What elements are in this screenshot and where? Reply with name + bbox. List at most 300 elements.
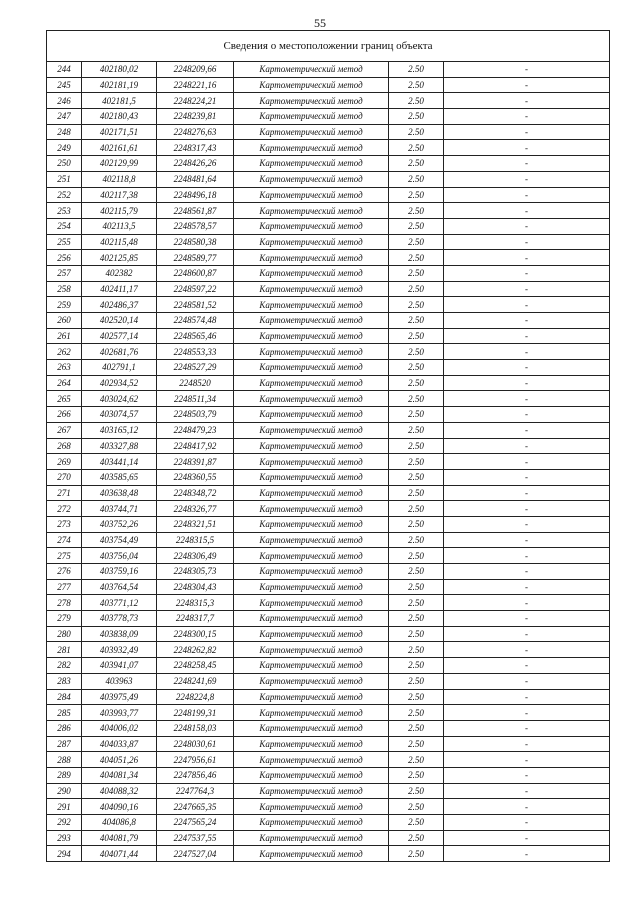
description-cell: -: [444, 689, 610, 705]
table-row: [47, 391, 610, 407]
x-coordinate-cell: 404081,34: [82, 767, 157, 783]
y-coordinate-cell: 2248589,77: [157, 250, 234, 266]
x-coordinate-cell: 402180,43: [82, 109, 157, 125]
table-row: [47, 375, 610, 391]
point-number-cell: 289: [47, 767, 82, 783]
description-cell: -: [444, 673, 610, 689]
point-number-cell: 285: [47, 705, 82, 721]
x-coordinate-cell: 402129,99: [82, 156, 157, 172]
x-coordinate-cell: 402577,14: [82, 328, 157, 344]
method-cell: Картометрический метод: [234, 344, 389, 360]
method-cell: Картометрический метод: [234, 328, 389, 344]
accuracy-cell: 2.50: [389, 344, 444, 360]
y-coordinate-cell: 2248276,63: [157, 124, 234, 140]
accuracy-cell: 2.50: [389, 77, 444, 93]
description-cell: -: [444, 611, 610, 627]
x-coordinate-cell: 404071,44: [82, 846, 157, 862]
point-number-cell: 253: [47, 203, 82, 219]
accuracy-cell: 2.50: [389, 846, 444, 862]
point-number-cell: 277: [47, 579, 82, 595]
table-row: [47, 422, 610, 438]
accuracy-cell: 2.50: [389, 422, 444, 438]
description-cell: -: [444, 391, 610, 407]
y-coordinate-cell: 2248360,55: [157, 469, 234, 485]
method-cell: Картометрический метод: [234, 658, 389, 674]
accuracy-cell: 2.50: [389, 375, 444, 391]
description-cell: -: [444, 156, 610, 172]
description-cell: -: [444, 124, 610, 140]
description-cell: -: [444, 516, 610, 532]
method-cell: Картометрический метод: [234, 375, 389, 391]
method-cell: Картометрический метод: [234, 799, 389, 815]
description-cell: -: [444, 250, 610, 266]
x-coordinate-cell: 402934,52: [82, 375, 157, 391]
point-number-cell: 251: [47, 171, 82, 187]
accuracy-cell: 2.50: [389, 391, 444, 407]
point-number-cell: 273: [47, 516, 82, 532]
y-coordinate-cell: 2248520: [157, 375, 234, 391]
description-cell: -: [444, 767, 610, 783]
method-cell: Картометрический метод: [234, 77, 389, 93]
point-number-cell: 244: [47, 62, 82, 78]
x-coordinate-cell: 403838,09: [82, 626, 157, 642]
table-row: [47, 218, 610, 234]
y-coordinate-cell: 2248578,57: [157, 218, 234, 234]
y-coordinate-cell: 2248574,48: [157, 313, 234, 329]
method-cell: Картометрический метод: [234, 313, 389, 329]
point-number-cell: 259: [47, 297, 82, 313]
y-coordinate-cell: 2248348,72: [157, 485, 234, 501]
table-row: [47, 799, 610, 815]
description-cell: -: [444, 93, 610, 109]
x-coordinate-cell: 402161,61: [82, 140, 157, 156]
x-coordinate-cell: 403771,12: [82, 595, 157, 611]
description-cell: -: [444, 815, 610, 831]
x-coordinate-cell: 403585,65: [82, 469, 157, 485]
method-cell: Картометрический метод: [234, 454, 389, 470]
method-cell: Картометрический метод: [234, 815, 389, 831]
table-title-row: [47, 31, 610, 62]
x-coordinate-cell: 404081,79: [82, 830, 157, 846]
accuracy-cell: 2.50: [389, 564, 444, 580]
y-coordinate-cell: 2248321,51: [157, 516, 234, 532]
table-row: [47, 752, 610, 768]
y-coordinate-cell: 2248199,31: [157, 705, 234, 721]
accuracy-cell: 2.50: [389, 250, 444, 266]
y-coordinate-cell: 2248503,79: [157, 407, 234, 423]
method-cell: Картометрический метод: [234, 156, 389, 172]
table-body: [47, 62, 610, 862]
page-number: 55: [314, 16, 326, 30]
x-coordinate-cell: 404006,02: [82, 720, 157, 736]
table-row: [47, 250, 610, 266]
point-number-cell: 258: [47, 281, 82, 297]
table-row: [47, 548, 610, 564]
accuracy-cell: 2.50: [389, 815, 444, 831]
point-number-cell: 274: [47, 532, 82, 548]
point-number-cell: 267: [47, 422, 82, 438]
description-cell: -: [444, 736, 610, 752]
x-coordinate-cell: 403754,49: [82, 532, 157, 548]
table-row: [47, 642, 610, 658]
y-coordinate-cell: 2248417,92: [157, 438, 234, 454]
point-number-cell: 282: [47, 658, 82, 674]
point-number-cell: 261: [47, 328, 82, 344]
point-number-cell: 293: [47, 830, 82, 846]
accuracy-cell: 2.50: [389, 62, 444, 78]
method-cell: Картометрический метод: [234, 391, 389, 407]
description-cell: -: [444, 171, 610, 187]
x-coordinate-cell: 402181,5: [82, 93, 157, 109]
table-row: [47, 673, 610, 689]
method-cell: Картометрический метод: [234, 281, 389, 297]
accuracy-cell: 2.50: [389, 626, 444, 642]
description-cell: -: [444, 454, 610, 470]
point-number-cell: 262: [47, 344, 82, 360]
x-coordinate-cell: 402681,76: [82, 344, 157, 360]
table-row: [47, 156, 610, 172]
y-coordinate-cell: 2248224,21: [157, 93, 234, 109]
accuracy-cell: 2.50: [389, 297, 444, 313]
point-number-cell: 272: [47, 501, 82, 517]
x-coordinate-cell: 402113,5: [82, 218, 157, 234]
accuracy-cell: 2.50: [389, 171, 444, 187]
description-cell: -: [444, 799, 610, 815]
description-cell: -: [444, 203, 610, 219]
table-row: [47, 485, 610, 501]
table-row: [47, 93, 610, 109]
method-cell: Картометрический метод: [234, 783, 389, 799]
x-coordinate-cell: 404033,87: [82, 736, 157, 752]
x-coordinate-cell: 403024,62: [82, 391, 157, 407]
table-row: [47, 265, 610, 281]
x-coordinate-cell: 402125,85: [82, 250, 157, 266]
method-cell: Картометрический метод: [234, 187, 389, 203]
y-coordinate-cell: 2248426,26: [157, 156, 234, 172]
point-number-cell: 294: [47, 846, 82, 862]
y-coordinate-cell: 2248326,77: [157, 501, 234, 517]
accuracy-cell: 2.50: [389, 438, 444, 454]
y-coordinate-cell: 2248258,45: [157, 658, 234, 674]
description-cell: -: [444, 281, 610, 297]
table-row: [47, 767, 610, 783]
point-number-cell: 246: [47, 93, 82, 109]
table-row: [47, 234, 610, 250]
x-coordinate-cell: 403744,71: [82, 501, 157, 517]
point-number-cell: 286: [47, 720, 82, 736]
accuracy-cell: 2.50: [389, 265, 444, 281]
method-cell: Картометрический метод: [234, 250, 389, 266]
point-number-cell: 283: [47, 673, 82, 689]
point-number-cell: 284: [47, 689, 82, 705]
x-coordinate-cell: 403941,07: [82, 658, 157, 674]
table-row: [47, 705, 610, 721]
description-cell: -: [444, 642, 610, 658]
method-cell: Картометрический метод: [234, 736, 389, 752]
x-coordinate-cell: 403778,73: [82, 611, 157, 627]
table-row: [47, 297, 610, 313]
table-row: [47, 830, 610, 846]
x-coordinate-cell: 403764,54: [82, 579, 157, 595]
table-row: [47, 846, 610, 862]
description-cell: -: [444, 375, 610, 391]
method-cell: Картометрический метод: [234, 109, 389, 125]
x-coordinate-cell: 402791,1: [82, 360, 157, 376]
method-cell: Картометрический метод: [234, 265, 389, 281]
table-row: [47, 328, 610, 344]
accuracy-cell: 2.50: [389, 783, 444, 799]
accuracy-cell: 2.50: [389, 705, 444, 721]
x-coordinate-cell: 402382: [82, 265, 157, 281]
method-cell: Картометрический метод: [234, 705, 389, 721]
description-cell: -: [444, 438, 610, 454]
table-row: [47, 501, 610, 517]
point-number-cell: 248: [47, 124, 82, 140]
description-cell: -: [444, 485, 610, 501]
table-row: [47, 313, 610, 329]
point-number-cell: 255: [47, 234, 82, 250]
point-number-cell: 265: [47, 391, 82, 407]
point-number-cell: 268: [47, 438, 82, 454]
point-number-cell: 292: [47, 815, 82, 831]
accuracy-cell: 2.50: [389, 281, 444, 297]
y-coordinate-cell: 2248305,73: [157, 564, 234, 580]
point-number-cell: 278: [47, 595, 82, 611]
description-cell: -: [444, 752, 610, 768]
accuracy-cell: 2.50: [389, 767, 444, 783]
method-cell: Картометрический метод: [234, 642, 389, 658]
table-row: [47, 815, 610, 831]
x-coordinate-cell: 404051,26: [82, 752, 157, 768]
x-coordinate-cell: 402118,8: [82, 171, 157, 187]
accuracy-cell: 2.50: [389, 469, 444, 485]
point-number-cell: 254: [47, 218, 82, 234]
method-cell: Картометрический метод: [234, 532, 389, 548]
y-coordinate-cell: 2248315,5: [157, 532, 234, 548]
point-number-cell: 252: [47, 187, 82, 203]
table-row: [47, 438, 610, 454]
description-cell: -: [444, 783, 610, 799]
point-number-cell: 288: [47, 752, 82, 768]
x-coordinate-cell: 402115,79: [82, 203, 157, 219]
description-cell: -: [444, 265, 610, 281]
y-coordinate-cell: 2248209,66: [157, 62, 234, 78]
description-cell: -: [444, 564, 610, 580]
description-cell: -: [444, 407, 610, 423]
accuracy-cell: 2.50: [389, 579, 444, 595]
accuracy-cell: 2.50: [389, 328, 444, 344]
accuracy-cell: 2.50: [389, 736, 444, 752]
point-number-cell: 280: [47, 626, 82, 642]
y-coordinate-cell: 2248030,61: [157, 736, 234, 752]
point-number-cell: 290: [47, 783, 82, 799]
x-coordinate-cell: 404086,8: [82, 815, 157, 831]
point-number-cell: 247: [47, 109, 82, 125]
description-cell: -: [444, 422, 610, 438]
method-cell: Картометрический метод: [234, 752, 389, 768]
accuracy-cell: 2.50: [389, 140, 444, 156]
accuracy-cell: 2.50: [389, 203, 444, 219]
accuracy-cell: 2.50: [389, 532, 444, 548]
y-coordinate-cell: 2248553,33: [157, 344, 234, 360]
x-coordinate-cell: 403638,48: [82, 485, 157, 501]
method-cell: Картометрический метод: [234, 297, 389, 313]
x-coordinate-cell: 404090,16: [82, 799, 157, 815]
method-cell: Картометрический метод: [234, 469, 389, 485]
y-coordinate-cell: 2247565,24: [157, 815, 234, 831]
table-row: [47, 77, 610, 93]
description-cell: -: [444, 720, 610, 736]
table-row: [47, 140, 610, 156]
point-number-cell: 256: [47, 250, 82, 266]
accuracy-cell: 2.50: [389, 799, 444, 815]
accuracy-cell: 2.50: [389, 360, 444, 376]
description-cell: -: [444, 579, 610, 595]
y-coordinate-cell: 2248300,15: [157, 626, 234, 642]
method-cell: Картометрический метод: [234, 689, 389, 705]
method-cell: Картометрический метод: [234, 203, 389, 219]
x-coordinate-cell: 403759,16: [82, 564, 157, 580]
accuracy-cell: 2.50: [389, 234, 444, 250]
description-cell: -: [444, 501, 610, 517]
y-coordinate-cell: 2247537,55: [157, 830, 234, 846]
table-row: [47, 658, 610, 674]
accuracy-cell: 2.50: [389, 642, 444, 658]
table-row: [47, 360, 610, 376]
method-cell: Картометрический метод: [234, 218, 389, 234]
point-number-cell: 276: [47, 564, 82, 580]
method-cell: Картометрический метод: [234, 611, 389, 627]
x-coordinate-cell: 403074,57: [82, 407, 157, 423]
description-cell: -: [444, 595, 610, 611]
x-coordinate-cell: 404088,32: [82, 783, 157, 799]
y-coordinate-cell: 2248581,52: [157, 297, 234, 313]
point-number-cell: 275: [47, 548, 82, 564]
y-coordinate-cell: 2248317,43: [157, 140, 234, 156]
y-coordinate-cell: 2248580,38: [157, 234, 234, 250]
table-row: [47, 454, 610, 470]
method-cell: Картометрический метод: [234, 171, 389, 187]
accuracy-cell: 2.50: [389, 548, 444, 564]
x-coordinate-cell: 402115,48: [82, 234, 157, 250]
x-coordinate-cell: 403441,14: [82, 454, 157, 470]
description-cell: -: [444, 77, 610, 93]
accuracy-cell: 2.50: [389, 124, 444, 140]
accuracy-cell: 2.50: [389, 595, 444, 611]
y-coordinate-cell: 2248306,49: [157, 548, 234, 564]
description-cell: -: [444, 297, 610, 313]
point-number-cell: 257: [47, 265, 82, 281]
method-cell: Картометрический метод: [234, 673, 389, 689]
x-coordinate-cell: 403165,12: [82, 422, 157, 438]
table-row: [47, 344, 610, 360]
x-coordinate-cell: 402117,38: [82, 187, 157, 203]
table-row: [47, 62, 610, 78]
accuracy-cell: 2.50: [389, 689, 444, 705]
accuracy-cell: 2.50: [389, 720, 444, 736]
y-coordinate-cell: 2247527,04: [157, 846, 234, 862]
y-coordinate-cell: 2248315,3: [157, 595, 234, 611]
y-coordinate-cell: 2248241,69: [157, 673, 234, 689]
table-row: [47, 109, 610, 125]
y-coordinate-cell: 2248391,87: [157, 454, 234, 470]
y-coordinate-cell: 2247764,3: [157, 783, 234, 799]
accuracy-cell: 2.50: [389, 658, 444, 674]
method-cell: Картометрический метод: [234, 720, 389, 736]
method-cell: Картометрический метод: [234, 548, 389, 564]
table-row: [47, 689, 610, 705]
x-coordinate-cell: 403975,49: [82, 689, 157, 705]
y-coordinate-cell: 2248239,81: [157, 109, 234, 125]
x-coordinate-cell: 402171,51: [82, 124, 157, 140]
x-coordinate-cell: 403752,26: [82, 516, 157, 532]
x-coordinate-cell: 402181,19: [82, 77, 157, 93]
accuracy-cell: 2.50: [389, 313, 444, 329]
table-title: Сведения о местоположении границ объекта: [47, 31, 610, 62]
table-row: [47, 611, 610, 627]
point-number-cell: 263: [47, 360, 82, 376]
y-coordinate-cell: 2248479,23: [157, 422, 234, 438]
y-coordinate-cell: 2248224,8: [157, 689, 234, 705]
y-coordinate-cell: 2248481,64: [157, 171, 234, 187]
method-cell: Картометрический метод: [234, 485, 389, 501]
table-row: [47, 579, 610, 595]
y-coordinate-cell: 2247956,61: [157, 752, 234, 768]
table-row: [47, 171, 610, 187]
point-number-cell: 264: [47, 375, 82, 391]
point-number-cell: 287: [47, 736, 82, 752]
point-number-cell: 250: [47, 156, 82, 172]
y-coordinate-cell: 2248600,87: [157, 265, 234, 281]
table-row: [47, 626, 610, 642]
y-coordinate-cell: 2248597,22: [157, 281, 234, 297]
table-row: [47, 516, 610, 532]
method-cell: Картометрический метод: [234, 407, 389, 423]
y-coordinate-cell: 2248496,18: [157, 187, 234, 203]
table-row: [47, 720, 610, 736]
description-cell: -: [444, 548, 610, 564]
y-coordinate-cell: 2248511,34: [157, 391, 234, 407]
point-number-cell: 271: [47, 485, 82, 501]
description-cell: -: [444, 830, 610, 846]
table-row: [47, 407, 610, 423]
point-number-cell: 291: [47, 799, 82, 815]
accuracy-cell: 2.50: [389, 501, 444, 517]
y-coordinate-cell: 2247856,46: [157, 767, 234, 783]
boundary-coordinates-table: [46, 30, 610, 862]
point-number-cell: 279: [47, 611, 82, 627]
method-cell: Картометрический метод: [234, 626, 389, 642]
method-cell: Картометрический метод: [234, 62, 389, 78]
method-cell: Картометрический метод: [234, 830, 389, 846]
description-cell: -: [444, 218, 610, 234]
table-row: [47, 532, 610, 548]
description-cell: -: [444, 234, 610, 250]
accuracy-cell: 2.50: [389, 187, 444, 203]
x-coordinate-cell: 402486,37: [82, 297, 157, 313]
x-coordinate-cell: 403756,04: [82, 548, 157, 564]
y-coordinate-cell: 2248158,03: [157, 720, 234, 736]
accuracy-cell: 2.50: [389, 830, 444, 846]
method-cell: Картометрический метод: [234, 93, 389, 109]
description-cell: -: [444, 62, 610, 78]
method-cell: Картометрический метод: [234, 438, 389, 454]
method-cell: Картометрический метод: [234, 516, 389, 532]
description-cell: -: [444, 140, 610, 156]
y-coordinate-cell: 2248565,46: [157, 328, 234, 344]
x-coordinate-cell: 402520,14: [82, 313, 157, 329]
method-cell: Картометрический метод: [234, 595, 389, 611]
